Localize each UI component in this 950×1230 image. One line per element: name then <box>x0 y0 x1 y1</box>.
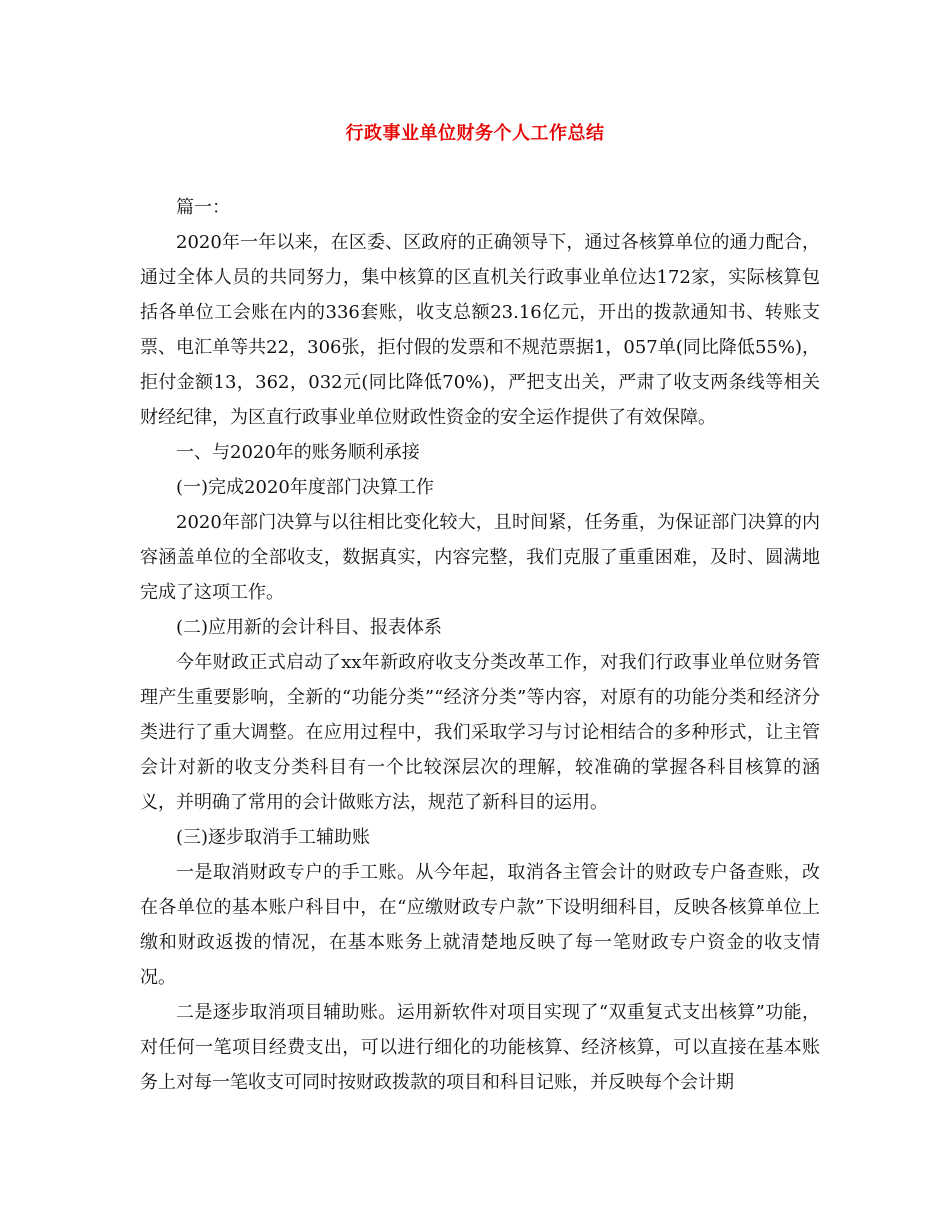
section-label: 篇一： <box>176 197 230 218</box>
section-heading-1: 一、与2020年的账务顺利承接 <box>176 442 420 463</box>
subsection-heading-2: (二)应用新的会计科目、报表体系 <box>176 617 443 638</box>
paragraph-project-account: 二是逐步取消项目辅助账。运用新软件对项目实现了“双重复式支出核算”功能，对任何一笔项目经费支出，可以进行细化的功能核算、经济核算，可以直接在基本账务上对每一笔收支可同时按财政拨款的项目和科目记账，并反映每个会计期 <box>140 1002 820 1093</box>
paragraph-special-account: 一是取消财政专户的手工账。从今年起，取消各主管会计的财政专户备查账，改在各单位的基本账户科目中，在“应缴财政专户款”下设明细科目，反映各核算单位上缴和财政返拨的情况，在基本账务上就清楚地反映了每一笔财政专户资金的收支情况。 <box>140 862 820 988</box>
paragraph-new-accounts: 今年财政正式启动了xx年新政府收支分类改革工作，对我们行政事业单位财务管理产生重要影响，全新的“功能分类”“经济分类”等内容，对原有的功能分类和经济分类进行了重大调整。在应用过程中，我们采取学习与讨论相结合的多种形式，让主管会计对新的收支分类科目有一个比较深层次的理解，较准确的掌握各科目核算的涵义，并明确了常用的会计做账方法，规范了新科目的运用。 <box>140 652 820 813</box>
paragraph-final-accounts: 2020年部门决算与以往相比变化较大，且时间紧，任务重，为保证部门决算的内容涵盖单位的全部收支，数据真实，内容完整，我们克服了重重困难，及时、圆满地完成了这项工作。 <box>140 512 820 603</box>
document-body <box>140 190 820 1100</box>
subsection-heading-3: (三)逐步取消手工辅助账 <box>176 827 371 848</box>
intro-paragraph: 2020年一年以来，在区委、区政府的正确领导下，通过各核算单位的通力配合，通过全体人员的共同努力，集中核算的区直机关行政事业单位达172家，实际核算包括各单位工会账在内的336套账，收支总额23.16亿元，开出的拨款通知书、转账支票、电汇单等共22，306张，拒付假的发票和不规范票据1，057单(同比降低55%)，拒付金额13，362，032元(同比降低70%)，严把支出关，严肃了收支两条线等相关财经纪律，为区直行政事业单位财政性资金的安全运作提供了有效保障。 <box>140 232 820 428</box>
subsection-heading-1: (一)完成2020年度部门决算工作 <box>176 477 434 498</box>
document-title: 行政事业单位财务个人工作总结 <box>345 123 605 144</box>
